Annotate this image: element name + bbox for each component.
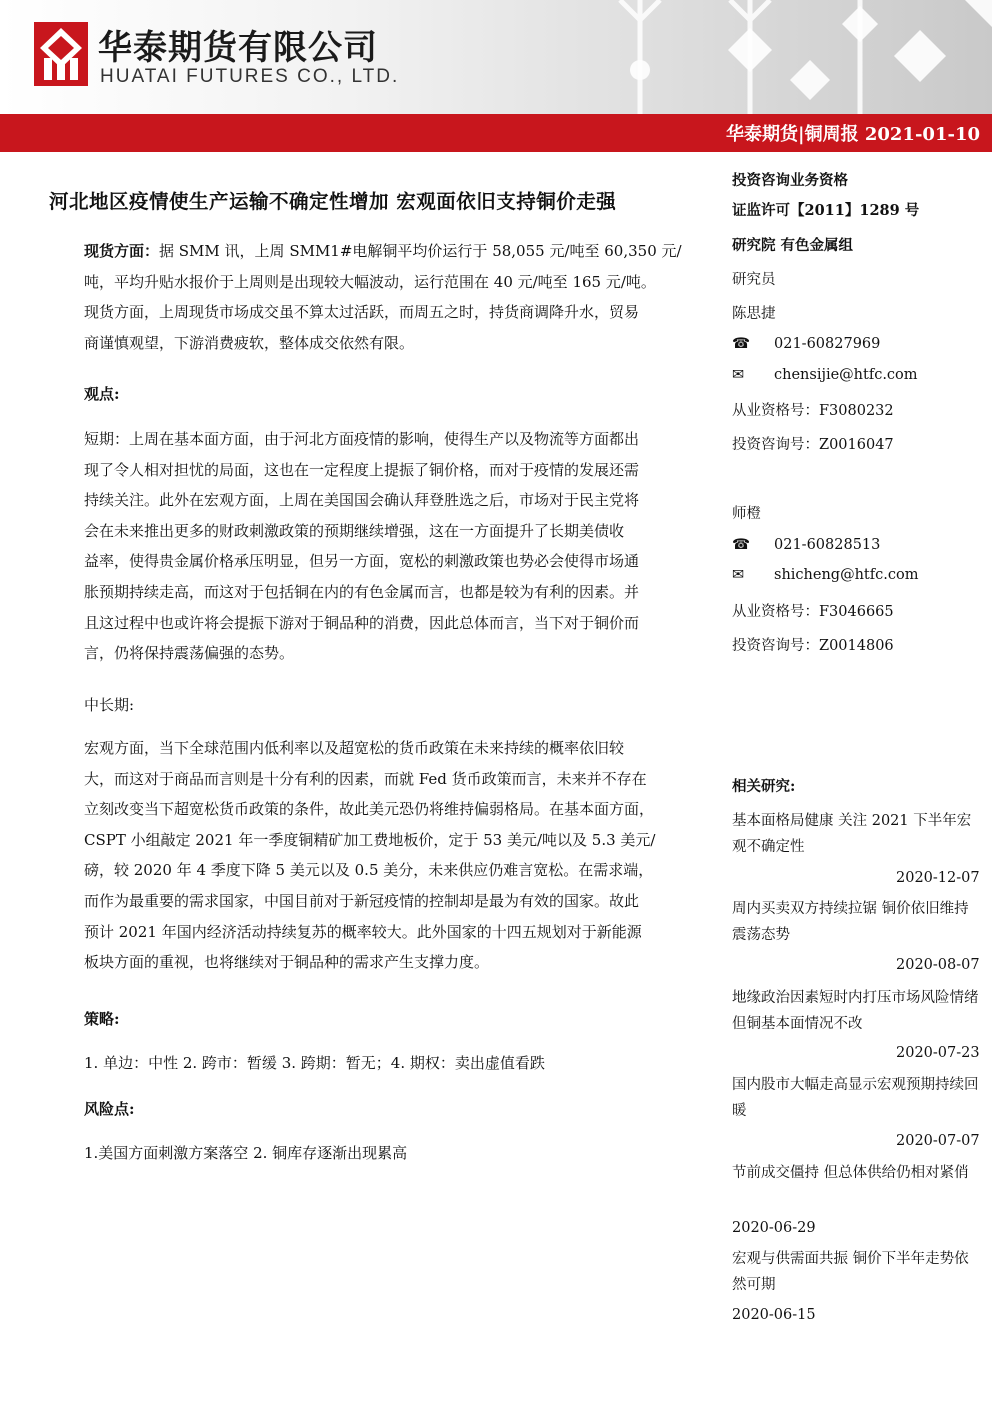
- company-name-cn: 华泰期货有限公司: [98, 28, 378, 68]
- short-term-line: 且这过程中也或许将会提振下游对于铜品种的消费，因此总体而言，当下对于铜价而: [84, 613, 640, 632]
- short-term-line: 会在未来推出更多的财政刺激政策的预期继续增强，这在一方面提升了长期美债收: [84, 521, 625, 540]
- related-research-heading: 相关研究:: [732, 778, 796, 795]
- spot-line-4: 商谨慎观望，下游消费疲软，整体成交依然有限。: [84, 333, 415, 352]
- analyst1-name: 陈思捷: [732, 306, 776, 322]
- report-tag: 华泰期货|铜周报 2021-01-10: [726, 124, 980, 145]
- spot-section: [84, 236, 720, 358]
- viewpoint-heading: 观点:: [84, 385, 120, 403]
- analyst2-email-row: [732, 567, 919, 583]
- department: 研究院 有色金属组: [732, 237, 854, 254]
- qualification-line-2: 证监许可【2011】1289 号: [732, 202, 920, 219]
- analyst2-phone-row: [732, 537, 881, 553]
- analyst1-phone: 021-60827969: [774, 336, 881, 352]
- spot-line-1: [84, 236, 720, 267]
- related-research-date: 2020-12-07: [896, 870, 980, 886]
- analyst2-name: 师橙: [732, 506, 761, 522]
- email-icon: ✉: [732, 367, 745, 383]
- spot-line-3: 现货方面，上周现货市场成交虽不算太过活跃，而周五之时，持货商调降升水，贸易: [84, 303, 640, 322]
- related-research-item[interactable]: 周内买卖双方持续拉锯 铜价依旧维持震荡态势: [732, 901, 969, 943]
- short-term-line: 益率，使得贵金属价格承压明显，但另一方面，宽松的刺激政策也势必会使得市场通: [84, 552, 640, 571]
- report-tag-bar: [0, 114, 992, 152]
- header-decoration-icon: [560, 0, 992, 114]
- qualification-line-1: 投资咨询业务资格: [732, 172, 848, 189]
- short-term-line: 现了令人相对担忧的局面，这也在一定程度上提振了铜价格，而对于疫情的发展还需: [84, 460, 640, 479]
- huatai-logo-icon: [34, 22, 88, 86]
- mid-long-section: [84, 733, 720, 978]
- related-research-item[interactable]: 宏观与供需面共振 铜价下半年走势依然可期: [732, 1251, 969, 1293]
- strategy-text: 1. 单边：中性 2. 跨市：暂缓 3. 跨期：暂无；4. 期权：卖出虚值看跌: [84, 1054, 545, 1072]
- analyst2-advisory: 投资咨询号：Z0014806: [732, 638, 894, 654]
- short-term-line: 言，仍将保持震荡偏强的态势。: [84, 644, 295, 663]
- short-term-line: 胀预期持续走高，而这对于包括铜在内的有色金属而言，也都是较为有利的因素。并: [84, 582, 640, 601]
- mid-long-line: 板块方面的重视，也将继续对于铜品种的需求产生支撑力度。: [84, 953, 490, 972]
- mid-long-line: 宏观方面，当下全球范围内低利率以及超宽松的货币政策在未来持续的概率依旧较: [84, 739, 625, 757]
- short-term-line: 持续关注。此外在宏观方面，上周在美国国会确认拜登胜选之后，市场对于民主党将: [84, 491, 640, 510]
- analyst2-cert: 从业资格号：F3046665: [732, 604, 894, 620]
- mid-long-line: 磅，较 2020 年 4 季度下降 5 美元以及 0.5 美分，未来供应仍难言宽松。在需求端，: [84, 861, 654, 880]
- mid-long-line: 大，而这对于商品而言则是十分有利的因素，而就 Fed 货币政策而言，未来并不存在: [84, 769, 647, 788]
- phone-icon: ☎: [732, 336, 751, 352]
- short-term-section: [84, 424, 720, 669]
- analyst1-advisory: 投资咨询号：Z0016047: [732, 437, 894, 453]
- related-research-item[interactable]: 基本面格局健康 关注 2021 下半年宏观不确定性: [732, 813, 972, 855]
- spot-label: 现货方面：: [84, 242, 160, 260]
- related-research-item[interactable]: 国内股市大幅走高显示宏观预期持续回暖: [732, 1077, 979, 1119]
- mid-long-line: CSPT 小组敲定 2021 年一季度铜精矿加工费地板价，定于 53 美元/吨以及 5.3 美元/: [84, 830, 656, 849]
- mid-long-line: 预计 2021 年国内经济活动持续复苏的概率较大。此外国家的十四五规划对于新能源: [84, 922, 642, 941]
- spot-text-1: 据 SMM 讯，上周 SMM1#电解铜平均价运行于 58,055 元/吨至 60,350 元/: [159, 242, 682, 260]
- short-term-line: 短期：上周在基本面方面，由于河北方面疫情的影响，使得生产以及物流等方面都出: [84, 430, 640, 448]
- risk-text: 1.美国方面刺激方案落空 2. 铜库存逐渐出现累高: [84, 1144, 408, 1162]
- related-research-item[interactable]: 地缘政治因素短时内打压市场风险情绪 但铜基本面情况不改: [732, 990, 979, 1032]
- phone-icon: ☎: [732, 537, 751, 553]
- analyst1-phone-row: [732, 336, 881, 352]
- email-icon: ✉: [732, 567, 745, 583]
- strategy-heading: 策略:: [84, 1010, 120, 1028]
- related-research-date: 2020-06-15: [732, 1307, 816, 1323]
- risk-heading: 风险点:: [84, 1100, 135, 1118]
- related-research-date: 2020-07-07: [896, 1133, 980, 1149]
- analyst1-email[interactable]: chensijie@htfc.com: [774, 367, 918, 383]
- related-research-date: 2020-07-23: [896, 1045, 980, 1061]
- report-title: 河北地区疫情使生产运输不确定性增加 宏观面依旧支持铜价走强: [49, 190, 617, 213]
- mid-long-line: 立刻改变当下超宽松货币政策的条件，故此美元恐仍将维持偏弱格局。在基本面方面，: [84, 800, 655, 819]
- company-name-en: HUATAI FUTURES CO., LTD.: [100, 66, 400, 87]
- analyst1-email-row: [732, 367, 918, 383]
- spot-line-2: 吨，平均升贴水报价于上周则是出现较大幅波动，运行范围在 40 元/吨至 165 元/吨。: [84, 272, 656, 291]
- related-research-date: 2020-08-07: [896, 957, 980, 973]
- analyst1-cert: 从业资格号：F3080232: [732, 403, 894, 419]
- mid-long-line: 而作为最重要的需求国家，中国目前对于新冠疫情的控制却是最为有效的国家。故此: [84, 891, 640, 910]
- analyst2-email[interactable]: shicheng@htfc.com: [774, 567, 919, 583]
- related-research-item[interactable]: 节前成交僵持 但总体供给仍相对紧俏: [732, 1165, 969, 1181]
- analyst2-phone: 021-60828513: [774, 537, 881, 553]
- related-research-date: 2020-06-29: [732, 1220, 816, 1236]
- mid-long-heading: 中长期:: [84, 696, 135, 714]
- role-label: 研究员: [732, 272, 776, 288]
- header-banner: [0, 0, 992, 114]
